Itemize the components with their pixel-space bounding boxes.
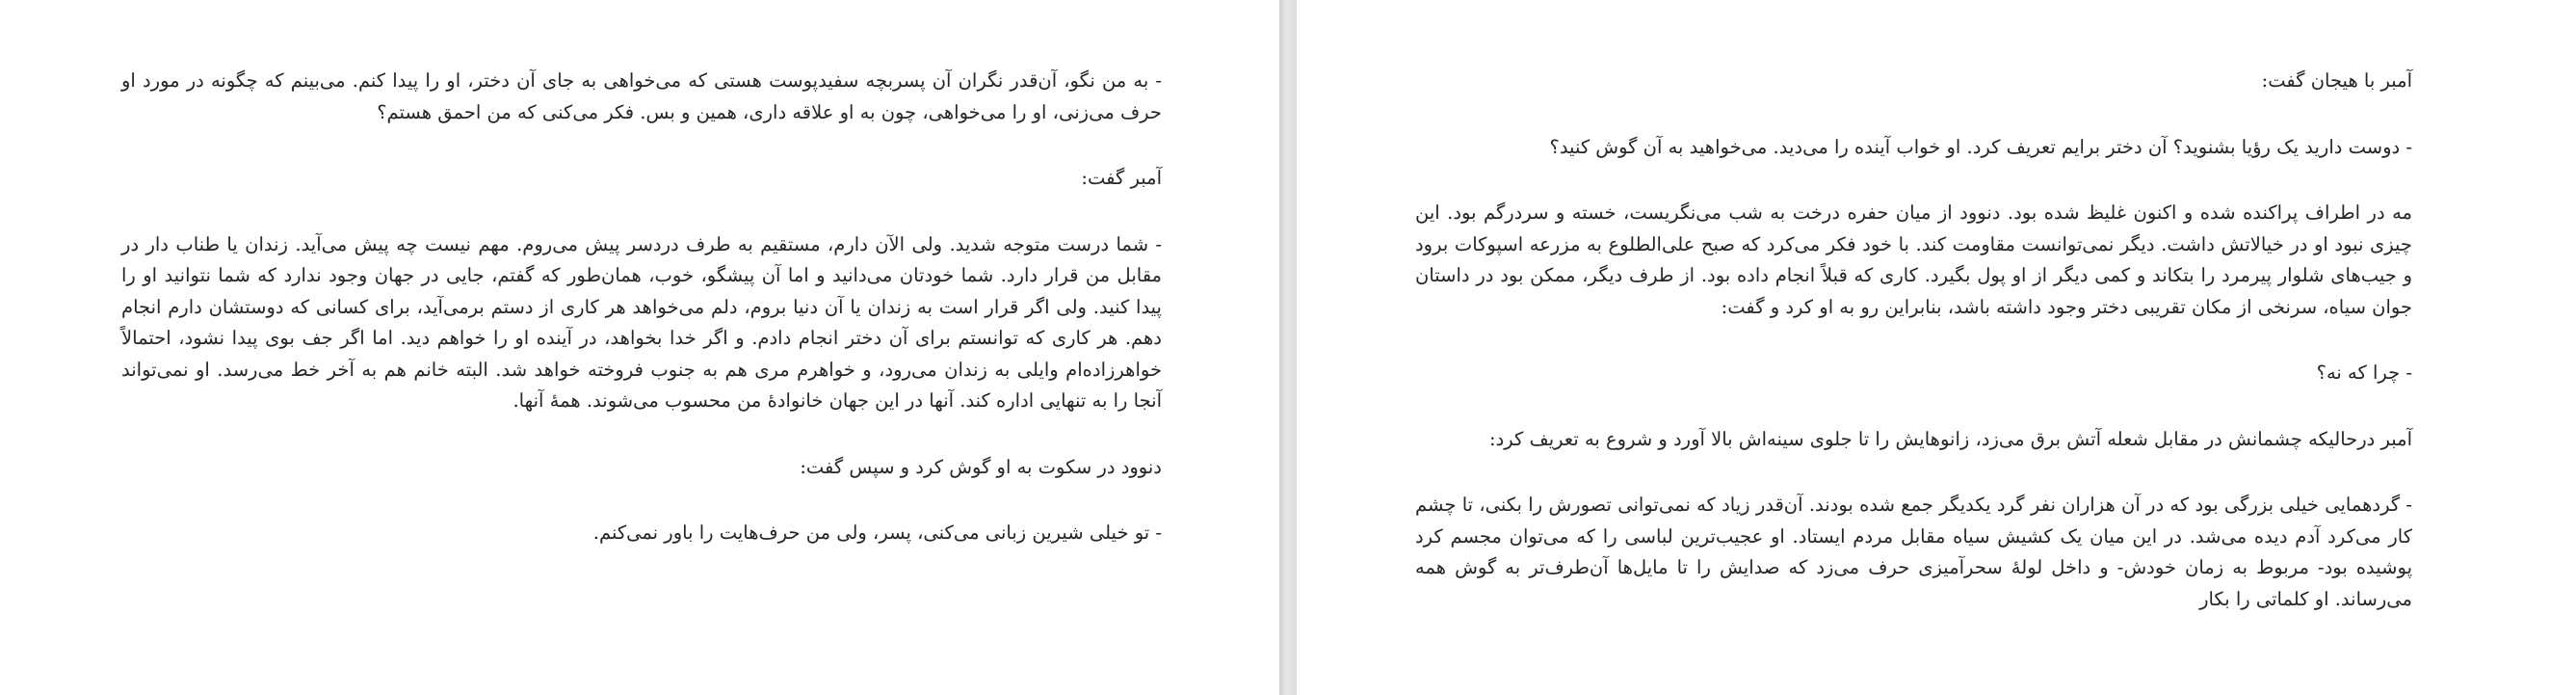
page-gutter xyxy=(1279,0,1297,695)
left-page xyxy=(0,0,1279,695)
right-page-text xyxy=(1415,66,2412,650)
paragraph: آمبر درحالیکه چشمانش در مقابل شعله آتش برق می‌زد، زانوهایش را تا جلوی سینه‌اش بالا آورد و شروع به تعریف کرد: xyxy=(1489,427,2412,450)
left-page-text xyxy=(121,66,1162,584)
paragraph: - به من نگو، آن‌قدر نگران آن پسربچه سفیدپوست هستی که می‌خواهی به جای آن دختر، او را پیدا کنم. می‌بینم که چگونه در مورد او حرف می‌زنی، او را می‌خواهی، چون به او علاقه داری، همین و بس. فکر می‌کنی که من احمق هستم؟ xyxy=(121,69,1162,123)
paragraph: - چرا که نه؟ xyxy=(2316,361,2412,384)
paragraph: - گردهمایی خیلی بزرگی بود که در آن هزاران نفر گرد یکدیگر جمع شده بودند. آن‌قدر زیاد که نمی‌توانی تصورش را بکنی، تا چشم کار می‌کرد آدم دیده می‌شد. در این میان یک کشیش سیاه مقابل مردم ایستاد. او عجیب‌ترین لباسی را که می‌توان مجسم کرد پوشیده بود- مربوط به زمان خودش- و داخل لولهٔ سحرآمیزی حرف می‌زد که صدایش را تا مایل‌ها آن‌طرف‌تر به گوش همه می‌رساند. او کلماتی را بکار xyxy=(1415,494,2412,610)
paragraph: - تو خیلی شیرین زبانی می‌کنی، پسر، ولی من حرف‌هایت را باور نمی‌کنم. xyxy=(592,521,1162,544)
right-page xyxy=(1297,0,2576,695)
paragraph: دنوود در سکوت به او گوش کرد و سپس گفت: xyxy=(800,455,1162,478)
paragraph: آمبر با هیجان گفت: xyxy=(2261,69,2412,92)
paragraph: مه در اطراف پراکنده شده و اکنون غلیظ شده بود. دنوود از میان حفره درخت به شب می‌نگریست، خسته و سردرگم بود. این چیزی نبود او در خیالاتش داشت. دیگر نمی‌توانست مقاومت کند. با خود فکر می‌کرد که صبح علی‌الطلوع به مزرعه اسپوکات برود و جیب‌های شلوار پیرمرد را بتکاند و کمی دیگر از او پول بگیرد. کاری که قبلاً انجام داده بود. از طرف دیگر، ممکن بود در داستان جوان سیاه، سرنخی از مکان تقریبی دختر وجود داشته باشد، بنابراین رو به او کرد و گفت: xyxy=(1415,201,2412,318)
paragraph: - دوست دارید یک رؤیا بشنوید؟ آن دختر برایم تعریف کرد. او خواب آینده را می‌دید. می‌خواهید به آن گوش کنید؟ xyxy=(1549,135,2412,158)
paragraph: آمبر گفت: xyxy=(1081,167,1162,189)
paragraph: - شما درست متوجه شدید. ولی الآن دارم، مستقیم به طرف دردسر پیش می‌روم. مهم نیست چه پیش می‌آید. زندان یا طناب دار در مقابل من قرار دارد. شما خودتان می‌دانید و اما آن پیشگو، خوب، همان‌طور که گفتم، جایی در جهان وجود ندارد که شما نتوانید او را پیدا کنید. ولی اگر قرار است به زندان یا آن دنیا بروم، دلم می‌خواهد هر کاری از دستم برمی‌آید، برای کسانی که دوستشان دارم انجام دهم. هر کاری که توانستم برای آن دختر انجام دادم. و اگر خدا بخواهد، در آینده او را خواهم دید. اما اگر جف بوی پیدا نشود، احتمالاً خواهرزاده‌ام وایلی به زندان می‌رود، و خواهرم مری هم به جنوب فروخته خواهد شد. البته خانم هم به آخر خط می‌رسد. او نمی‌تواند آنجا را به تنهایی اداره کند. آنها در این جهان خانوادهٔ من محسوب می‌شوند. همهٔ آنها. xyxy=(121,232,1162,412)
